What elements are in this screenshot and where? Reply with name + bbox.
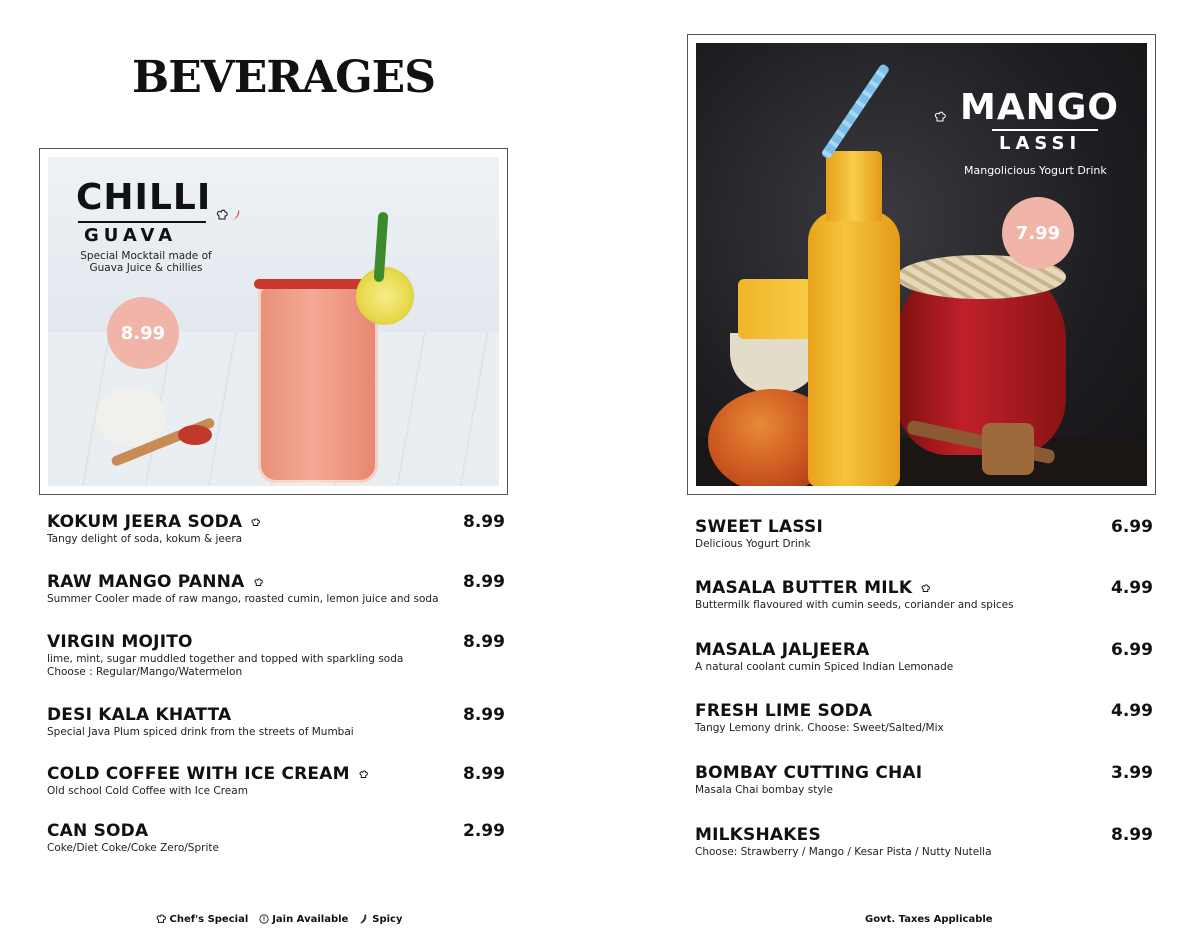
item-name: VIRGIN MOJITO: [47, 632, 193, 652]
taxes-note: Govt. Taxes Applicable: [865, 914, 993, 925]
item-price: 4.99: [1111, 578, 1153, 598]
promo-card-mango-lassi: [687, 34, 1156, 495]
menu-item: [695, 640, 1155, 674]
menu-item: [47, 705, 507, 739]
item-name: MILKSHAKES: [695, 825, 821, 845]
item-description: Special Java Plum spiced drink from the streets of Mumbai: [47, 726, 354, 738]
menu-item: [695, 825, 1155, 859]
menu-item: [695, 763, 1155, 797]
menu-item: [47, 821, 507, 855]
item-description: Masala Chai bombay style: [695, 784, 833, 796]
price-badge: 7.99: [1002, 197, 1074, 269]
chef-hat-icon: [216, 209, 228, 221]
chef-hat-icon: [921, 584, 930, 593]
promo-title: MANGO: [960, 87, 1119, 128]
item-price: 8.99: [1111, 825, 1153, 845]
menu-item: [695, 701, 1155, 735]
promo-image-mango-lassi: [696, 43, 1147, 486]
promo-title: CHILLI: [76, 177, 212, 218]
menu-item: [695, 517, 1155, 551]
item-name: MASALA BUTTER MILK: [695, 578, 913, 598]
lassi-bottle-image: [808, 211, 900, 486]
legend-jain-label: Jain Available: [272, 914, 349, 925]
item-description: lime, mint, sugar muddled together and topped with sparkling soda: [47, 653, 404, 665]
item-description: Summer Cooler made of raw mango, roasted cumin, lemon juice and soda: [47, 593, 439, 605]
item-description: A natural coolant cumin Spiced Indian Lemonade: [695, 661, 954, 673]
item-description: Buttermilk flavoured with cumin seeds, coriander and spices: [695, 599, 1014, 611]
price-badge: 8.99: [107, 297, 179, 369]
item-price: 8.99: [463, 705, 505, 725]
item-name: BOMBAY CUTTING CHAI: [695, 763, 923, 783]
menu-item: [47, 632, 507, 679]
promo-description: Mangolicious Yogurt Drink: [964, 164, 1107, 177]
menu-item: [47, 572, 507, 606]
legend-chef-label: Chef's Special: [169, 914, 249, 925]
item-price: 8.99: [463, 572, 505, 592]
item-name: FRESH LIME SODA: [695, 701, 873, 721]
legend-spicy-label: Spicy: [372, 914, 403, 925]
item-price: 3.99: [1111, 763, 1153, 783]
promo-image-chilli-guava: [48, 157, 499, 486]
item-name: KOKUM JEERA SODA: [47, 512, 243, 532]
promo-subtitle: LASSI: [999, 133, 1082, 154]
chef-hat-icon: [934, 111, 946, 123]
item-name: DESI KALA KHATTA: [47, 705, 232, 725]
item-price: 6.99: [1111, 517, 1153, 537]
item-description-extra: Choose : Regular/Mango/Watermelon: [47, 666, 243, 678]
item-price: 8.99: [463, 632, 505, 652]
item-description: Coke/Diet Coke/Coke Zero/Sprite: [47, 842, 219, 854]
item-description: Tangy Lemony drink. Choose: Sweet/Salted/Mix: [695, 722, 944, 734]
guava-glass-image: [258, 285, 378, 483]
page-title: BEVERAGES: [132, 52, 435, 103]
item-description: Delicious Yogurt Drink: [695, 538, 811, 550]
item-name: RAW MANGO PANNA: [47, 572, 245, 592]
spicy-icon: [359, 914, 369, 924]
menu-item: [695, 578, 1155, 612]
item-name: MASALA JALJEERA: [695, 640, 870, 660]
menu-item: [47, 512, 507, 546]
item-price: 8.99: [463, 512, 505, 532]
item-price: 4.99: [1111, 701, 1153, 721]
chef-hat-icon: [156, 914, 166, 924]
promo-subtitle: GUAVA: [84, 225, 178, 246]
jain-icon: [259, 914, 269, 924]
legend: [156, 914, 402, 925]
item-price: 6.99: [1111, 640, 1153, 660]
item-name: SWEET LASSI: [695, 517, 823, 537]
spicy-icon: [232, 209, 242, 221]
item-description: Old school Cold Coffee with Ice Cream: [47, 785, 248, 797]
chef-hat-icon: [359, 770, 368, 779]
item-description: Choose: Strawberry / Mango / Kesar Pista / Nutty Nutella: [695, 846, 992, 858]
item-description: Tangy delight of soda, kokum & jeera: [47, 533, 243, 545]
item-name: COLD COFFEE WITH ICE CREAM: [47, 764, 350, 784]
item-name: CAN SODA: [47, 821, 149, 841]
promo-description: Special Mocktail made of Guava Juice & chillies: [80, 250, 212, 274]
promo-card-chilli-guava: [39, 148, 508, 495]
item-price: 2.99: [463, 821, 505, 841]
menu-item: [47, 764, 507, 798]
item-price: 8.99: [463, 764, 505, 784]
chef-hat-icon: [254, 578, 263, 587]
chef-hat-icon: [251, 518, 260, 527]
